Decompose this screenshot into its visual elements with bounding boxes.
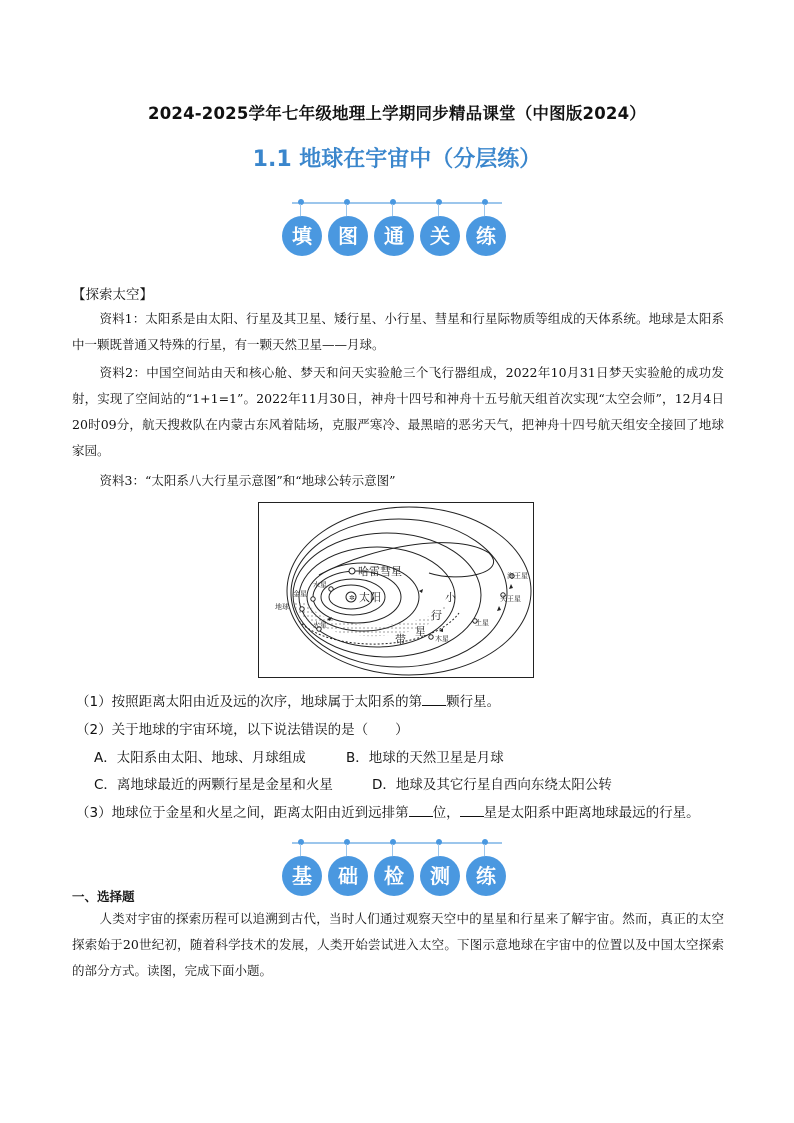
badge-dot bbox=[390, 199, 396, 205]
answer-blank[interactable] bbox=[409, 802, 433, 817]
badge-stem bbox=[392, 844, 393, 856]
label-neptune: 海王星 bbox=[507, 572, 528, 580]
label-comet: 哈雷彗星 bbox=[358, 565, 402, 578]
sun-star-glyph: ✲ bbox=[349, 594, 355, 602]
earth-icon bbox=[300, 607, 304, 611]
material-3: 资料3：“太阳系八大行星示意图”和“地球公转示意图” bbox=[99, 473, 396, 488]
badge-row-fill-map bbox=[282, 196, 512, 266]
badge-dot bbox=[482, 199, 488, 205]
jupiter-icon bbox=[429, 635, 433, 639]
badge-char: 填 bbox=[282, 216, 322, 256]
badge-connector-line bbox=[292, 202, 502, 204]
lesson-title: 1.1 地球在宇宙中（分层练） bbox=[252, 147, 542, 172]
badge-dot bbox=[436, 199, 442, 205]
badge-char: 测 bbox=[420, 856, 460, 896]
question-3 bbox=[76, 801, 736, 821]
section-label: 【探索太空】 bbox=[72, 287, 153, 303]
badge-stem bbox=[392, 204, 393, 216]
badge-char: 基 bbox=[282, 856, 322, 896]
badge-stem bbox=[438, 844, 439, 856]
label-jupiter: 木星 bbox=[435, 635, 449, 643]
document-title: 2024-2025学年七年级地理上学期同步精品课堂（中图版2024） bbox=[148, 104, 646, 123]
badge-char: 练 bbox=[466, 856, 506, 896]
section-heading-choice: 一、选择题 bbox=[72, 889, 135, 904]
badge-stem bbox=[346, 204, 347, 216]
badge-dot bbox=[298, 199, 304, 205]
badge-dot bbox=[482, 839, 488, 845]
badge-stem bbox=[484, 844, 485, 856]
badge-char: 关 bbox=[420, 216, 460, 256]
label-belt-1: 小 bbox=[445, 591, 456, 604]
option-b[interactable]: B．地球的天然卫星是月球 bbox=[346, 750, 504, 766]
label-sun: 太阳 bbox=[359, 591, 381, 604]
badge-stem bbox=[484, 204, 485, 216]
badge-stem bbox=[300, 844, 301, 856]
question-1-text-end: 颗行星。 bbox=[446, 694, 501, 710]
badge-char: 图 bbox=[328, 216, 368, 256]
badge-dot bbox=[298, 839, 304, 845]
badge-char: 础 bbox=[328, 856, 368, 896]
orbit-neptune bbox=[287, 507, 531, 675]
question-2: （2）关于地球的宇宙环境，以下说法错误的是（ ） bbox=[76, 722, 409, 738]
option-a[interactable]: A．太阳系由太阳、地球、月球组成 bbox=[94, 750, 306, 766]
badge-dot bbox=[344, 839, 350, 845]
question-3-text: （3）地球位于金星和火星之间，距离太阳由近到远排第 bbox=[76, 805, 409, 821]
label-belt-2: 行 bbox=[431, 609, 442, 622]
badge-connector-line bbox=[292, 842, 502, 844]
badge-char: 练 bbox=[466, 216, 506, 256]
question-3-text-end: 星是太阳系中距离地球最远的行星。 bbox=[483, 805, 700, 821]
material-1: 资料1：太阳系是由太阳、行星及其卫星、矮行星、小行星、彗星和行星际物质等组成的天体系统。地球是太阳系中一颗既普通又特殊的行星，有一颗天然卫星——月球。 bbox=[72, 311, 724, 352]
badge-dot bbox=[344, 199, 350, 205]
part2-intro: 人类对宇宙的探索历程可以追溯到古代，当时人们通过观察天空中的星星和行星来了解宇宙。然而，真正的太空探索始于20世纪初，随着科学技术的发展，人类开始尝试进入太空。下图示意地球在宇宙中的位置以及中国太空探索的部分方式。读图，完成下面小题。 bbox=[72, 911, 724, 978]
answer-blank[interactable] bbox=[460, 802, 484, 817]
question-1-text: （1）按照距离太阳由近及远的次序，地球属于太阳系的第 bbox=[76, 694, 423, 710]
badge-dot bbox=[390, 839, 396, 845]
badge-stem bbox=[346, 844, 347, 856]
material-2: 资料2：中国空间站由天和核心舱、梦天和问天实验舱三个飞行器组成，2022年10月31日梦天实验舱的成功发射，实现了空间站的“1+1=1”。2022年11月30日，神舟十四号和神舟十五号航天组首次实现“太空会师”，12月4日20时09分，航天搜救队在内蒙古东风着陆场，克服严寒冷、最黑暗的恶劣天气，把神舟十四号航天组安全接回了地球家园。 bbox=[72, 365, 724, 458]
label-saturn: 土星 bbox=[475, 619, 489, 627]
venus-icon bbox=[311, 597, 315, 601]
option-c[interactable]: C．离地球最近的两颗行星是金星和火星 bbox=[94, 777, 333, 793]
badge-dot bbox=[436, 839, 442, 845]
solar-system-diagram bbox=[258, 502, 534, 678]
question-1 bbox=[76, 690, 726, 710]
answer-blank[interactable] bbox=[422, 691, 446, 706]
badge-row-basic-check bbox=[282, 836, 512, 906]
mercury-icon bbox=[329, 587, 333, 591]
question-3-text-mid: 位， bbox=[432, 805, 460, 821]
option-d[interactable]: D．地球及其它行星自西向东绕太阳公转 bbox=[372, 777, 612, 793]
label-earth: 地球 bbox=[275, 603, 289, 611]
solar-system-svg bbox=[259, 503, 532, 676]
badge-stem bbox=[438, 204, 439, 216]
label-mars: 火星 bbox=[313, 621, 327, 629]
badge-stem bbox=[300, 204, 301, 216]
label-venus: 金星 bbox=[293, 590, 307, 598]
label-belt-3: 带 bbox=[395, 633, 406, 646]
label-uranus: 天王星 bbox=[500, 595, 521, 603]
comet-icon bbox=[349, 568, 355, 574]
label-belt-4: 星 bbox=[415, 625, 426, 638]
badge-char: 通 bbox=[374, 216, 414, 256]
badge-char: 检 bbox=[374, 856, 414, 896]
label-mercury: 水星 bbox=[313, 581, 327, 589]
